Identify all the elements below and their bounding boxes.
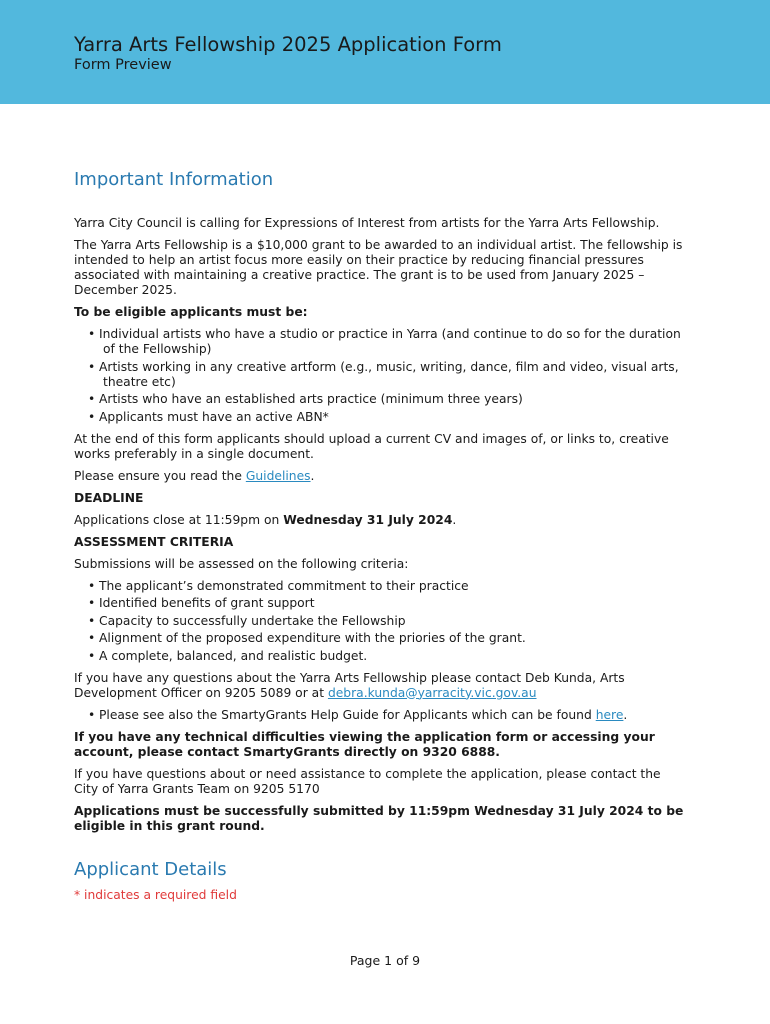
- list-item: • The applicant’s demonstrated commitment to their practice: [88, 578, 469, 593]
- intro-paragraph: Yarra City Council is calling for Expressions of Interest from artists for the Yarra Arts Fellowship.: [74, 216, 660, 230]
- submission-note: Applications must be successfully submitted by 11:59pm Wednesday 31 July 2024 to be eligible in this grant round.: [74, 803, 684, 833]
- form-header: [0, 0, 770, 104]
- important-information-heading: Important Information: [74, 169, 274, 190]
- technical-note: If you have any technical difficulties viewing the application form or accessing your account, please contact SmartyGrants directly on 9320 6888.: [74, 729, 655, 759]
- upload-note: At the end of this form applicants should upload a current CV and images of, or links to, creative works preferably in a single document.: [74, 431, 669, 461]
- criteria-heading: ASSESSMENT CRITERIA: [74, 534, 234, 549]
- list-item: • Please see also the SmartyGrants Help Guide for Applicants which can be found here.: [88, 707, 628, 722]
- bullet-icon: •: [88, 409, 96, 424]
- eligibility-list: [74, 327, 684, 425]
- list-item: • Alignment of the proposed expenditure with the priories of the grant.: [88, 631, 526, 645]
- eligibility-heading: To be eligible applicants must be:: [74, 305, 308, 319]
- contact-email-link[interactable]: debra.kunda@yarracity.vic.gov.au: [327, 685, 537, 700]
- page-number: Page 1 of 9: [349, 953, 421, 968]
- list-item: • Artists who have an established arts practice (minimum three years): [88, 392, 523, 406]
- deadline-heading: DEADLINE: [74, 490, 144, 505]
- help-list: [74, 708, 684, 723]
- description-paragraph: The Yarra Arts Fellowship is a $10,000 grant to be awarded to an individual artist. The fellowship is intended to help an artist focus more easily on their practice by reducing financial pressures associated with maintaining a creative practice. The grant is to be used from January 2025 – December 2025.: [74, 238, 683, 297]
- criteria-intro: Submissions will be assessed on the following criteria:: [74, 556, 409, 571]
- form-subtitle: Form Preview: [74, 57, 172, 73]
- list-item: • Applicants must have an active ABN*: [88, 409, 329, 424]
- form-content: [74, 168, 684, 910]
- applicant-details-heading: Applicant Details: [74, 858, 227, 880]
- bullet-icon: •: [88, 648, 96, 663]
- deadline-paragraph: Applications close at 11:59pm on Wednesday 31 July 2024.: [74, 512, 457, 527]
- bullet-icon: •: [88, 327, 96, 341]
- guidelines-link[interactable]: Guidelines: [245, 468, 311, 483]
- required-field-note: * indicates a required field: [74, 887, 237, 902]
- bullet-icon: •: [88, 578, 96, 593]
- contact-paragraph: If you have any questions about the Yarra Arts Fellowship please contact Deb Kunda, Arts Development Officer on 9205 5089 or at debra.kunda@yarracity.vic.gov.au: [74, 670, 625, 700]
- criteria-list: [74, 579, 684, 664]
- guidelines-paragraph: Please ensure you read the Guidelines.: [74, 468, 315, 483]
- list-item: • Individual artists who have a studio or practice in Yarra (and continue to do so for the duration of the Fellowship): [88, 327, 681, 356]
- list-item: • Capacity to successfully undertake the Fellowship: [88, 613, 406, 628]
- bullet-icon: •: [88, 613, 96, 628]
- bullet-icon: •: [88, 707, 96, 722]
- bullet-icon: •: [88, 392, 96, 406]
- bullet-icon: •: [88, 596, 96, 610]
- bullet-icon: •: [88, 631, 96, 645]
- list-item: • Artists working in any creative artform (e.g., music, writing, dance, film and video, visual arts, theatre etc): [88, 359, 679, 389]
- list-item: • A complete, balanced, and realistic budget.: [88, 648, 368, 663]
- bullet-icon: •: [88, 359, 96, 374]
- assistance-note: If you have questions about or need assistance to complete the application, please contact the City of Yarra Grants Team on 9205 5170: [74, 766, 661, 796]
- help-guide-link[interactable]: here: [595, 707, 624, 722]
- form-title: Yarra Arts Fellowship 2025 Application Form: [74, 33, 502, 56]
- list-item: • Identified benefits of grant support: [88, 596, 315, 610]
